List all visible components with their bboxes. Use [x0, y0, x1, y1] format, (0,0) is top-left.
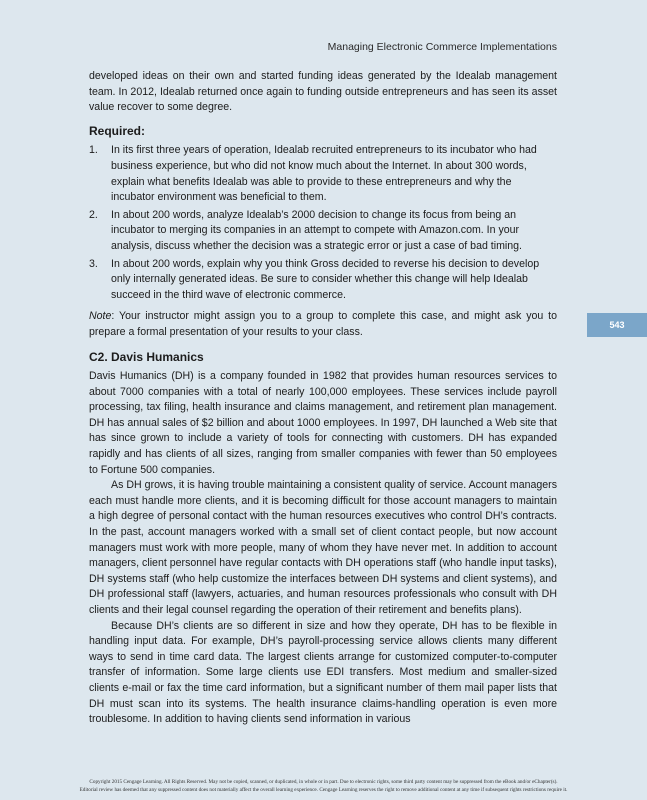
note-paragraph: [89, 309, 557, 340]
item-number: 1.: [89, 144, 98, 157]
item-number: 2.: [89, 208, 98, 221]
page-content: [89, 69, 557, 728]
required-heading: Required:: [89, 123, 146, 138]
item-number: 3.: [89, 257, 98, 270]
copyright-line: Editorial review has deemed that any suppressed content does not materially affect the overall learning experience. Cengage Learning reserves the right to remove additional content at any time if subsequent rights restrictions require it.: [79, 787, 568, 793]
required-list: [89, 143, 557, 303]
list-item: [89, 257, 557, 304]
note-label: Note: [89, 310, 112, 323]
list-item: [89, 143, 557, 205]
case-paragraph: Because DH’s clients are so different in size and how they operate, DH has to be flexible in handling input data. For example, DH’s payroll-processing service allows clients many different ways to send in time card data. The largest clients arrange for customized computer-to-computer transfer of information. Some large clients use EDI transfers. Most medium and smaller-sized clients e-mail or fax the time card information, but a significant number of them mail paper lists that DH must scan into its systems. The health insurance claims-handling operation is even more troublesome. In addition to having clients send information in various: [89, 619, 557, 726]
case-paragraph: Davis Humanics (DH) is a company founded in 1982 that provides human resources services to about 7000 companies with a total of nearly 100,000 employees. These services include payroll processing, tax filing, health insurance and claims management, and retirement plan management. DH has annual sales of $2 billion and about 1000 employees. In 1997, DH launched a Web site that has since grown to include a variety of tools for connecting with customers. DH has expanded rapidly and has clients of all sizes, ranging from smaller companies with fewer than 50 employees to Fortune 500 companies.: [89, 370, 557, 476]
note-text: : Your instructor might assign you to a group to complete this case, and might ask you to prepare a formal presentation of your results to your class.: [89, 310, 557, 338]
running-header: Managing Electronic Commerce Implementations: [327, 41, 557, 53]
page-number: 543: [609, 320, 625, 330]
item-text: In about 200 words, explain why you think Gross decided to reverse his decision to develop only internally generated ideas. Be sure to consider whether this change will help Idealab succeed in the third wave of electronic commerce.: [111, 257, 540, 301]
intro-paragraph: developed ideas on their own and started funding ideas generated by the Idealab management team. In 2012, Idealab returned once again to funding outside entrepreneurs and has seen its asset value recover to some degree.: [89, 70, 557, 114]
list-item: [89, 208, 557, 255]
copyright-line: Copyright 2015 Cengage Learning. All Rights Reserved. May not be copied, scanned, or duplicated, in whole or in part. Due to electronic rights, some third party content may be suppressed from the eBook and/or eChapter(s).: [89, 779, 558, 785]
item-text: In its first three years of operation, Idealab recruited entrepreneurs to its incubator who had business experience, but who did not know much about the Internet. In about 300 words, explain what benefits Idealab was able to provide to these entrepreneurs and why the incubator environment was beneficial to them.: [111, 144, 537, 204]
item-text: In about 200 words, analyze Idealab’s 2000 decision to change its focus from being an incubator to merging its companies in an attempt to compete with Amazon.com. In your analysis, discuss whether the decision was a strategic error or just a case of bad timing.: [111, 208, 522, 252]
case-heading: C2. Davis Humanics: [89, 349, 204, 364]
copyright-footer: [0, 778, 647, 794]
page-number-tab: [587, 313, 647, 337]
case-paragraph: As DH grows, it is having trouble maintaining a consistent quality of service. Account managers each must handle more clients, and it is becoming difficult for those account managers to maintain a high degree of personal contact with the human resources executives who control DH’s contracts. In the past, account managers worked with a small set of client contact people, but now account managers must work with more people, many of whom they have never met. In addition to account managers, client personnel have regular contacts with DH operations staff (who handle input tasks), DH systems staff (who help customize the interfaces between DH systems and client systems), and DH professional staff (lawyers, actuaries, and human resources professionals who consult with DH clients and their legal counsel regarding the operation of their retirement and benefits plans).: [89, 479, 557, 616]
